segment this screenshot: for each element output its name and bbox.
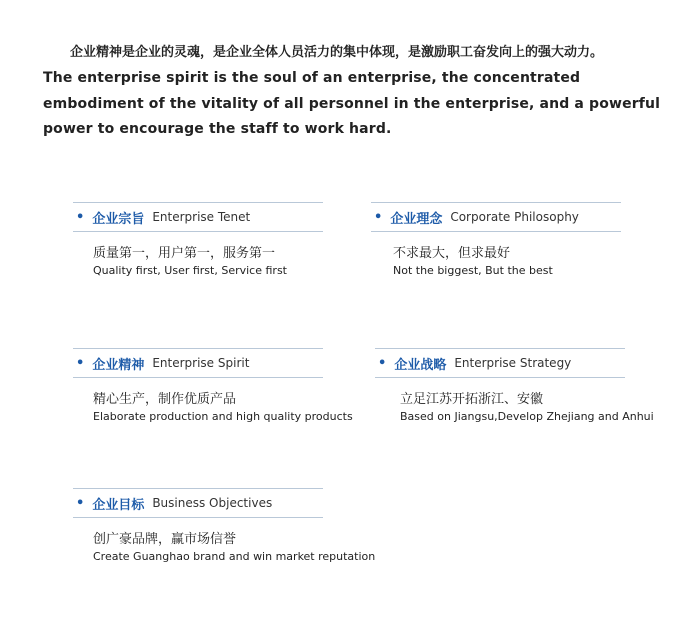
card-text-en: Create Guanghao brand and win market reputation <box>93 550 376 563</box>
card-title-cn: 企业宗旨 <box>92 211 145 227</box>
card-header <box>375 348 625 378</box>
card-header <box>371 202 621 232</box>
card-text-en: Based on Jiangsu,Develop Zhejiang and Anhui <box>400 410 654 423</box>
card-title-cn: 企业精神 <box>92 357 145 373</box>
card-enterprise-spirit <box>73 348 353 423</box>
card-header <box>73 348 323 378</box>
card-title-en: Business Objectives <box>152 496 273 510</box>
card-title-cn: 企业战略 <box>394 357 447 373</box>
card-text-cn: 不求最大，但求最好 <box>393 246 511 261</box>
card-title-en: Enterprise Spirit <box>152 356 250 370</box>
card-title-en: Corporate Philosophy <box>450 210 579 224</box>
card-title-cn: 企业理念 <box>390 211 443 227</box>
card-corporate-philosophy <box>371 202 621 277</box>
card-header <box>73 488 323 518</box>
intro-english: The enterprise spirit is the soul of an enterprise, the concentrated embodiment of the vitality of all personnel in the enterprise, and a powerful power to encourage the staff to work hard. <box>43 70 661 137</box>
card-title-en: Enterprise Tenet <box>152 210 251 224</box>
bullet-icon: • <box>76 209 85 225</box>
card-title-en: Enterprise Strategy <box>454 356 572 370</box>
card-text-cn: 创广豪品牌，赢市场信誉 <box>93 532 237 547</box>
bullet-icon: • <box>76 495 85 511</box>
intro-chinese: 企业精神是企业的灵魂，是企业全体人员活力的集中体现，是激励职工奋发向上的强大动力。 <box>70 45 604 60</box>
card-text-cn: 质量第一，用户第一，服务第一 <box>93 246 276 261</box>
card-text-en: Quality first, User first, Service first <box>93 264 287 277</box>
card-text-cn: 精心生产，制作优质产品 <box>93 392 237 407</box>
bullet-icon: • <box>374 209 383 225</box>
card-text-en: Elaborate production and high quality products <box>93 410 353 423</box>
bullet-icon: • <box>378 355 387 371</box>
card-enterprise-tenet <box>73 202 323 277</box>
card-enterprise-strategy <box>375 348 654 423</box>
card-business-objectives <box>73 488 376 563</box>
card-text-en: Not the biggest, But the best <box>393 264 553 277</box>
card-title-cn: 企业目标 <box>92 497 145 513</box>
bullet-icon: • <box>76 355 85 371</box>
card-header <box>73 202 323 232</box>
card-text-cn: 立足江苏开拓浙江、安徽 <box>400 392 544 407</box>
